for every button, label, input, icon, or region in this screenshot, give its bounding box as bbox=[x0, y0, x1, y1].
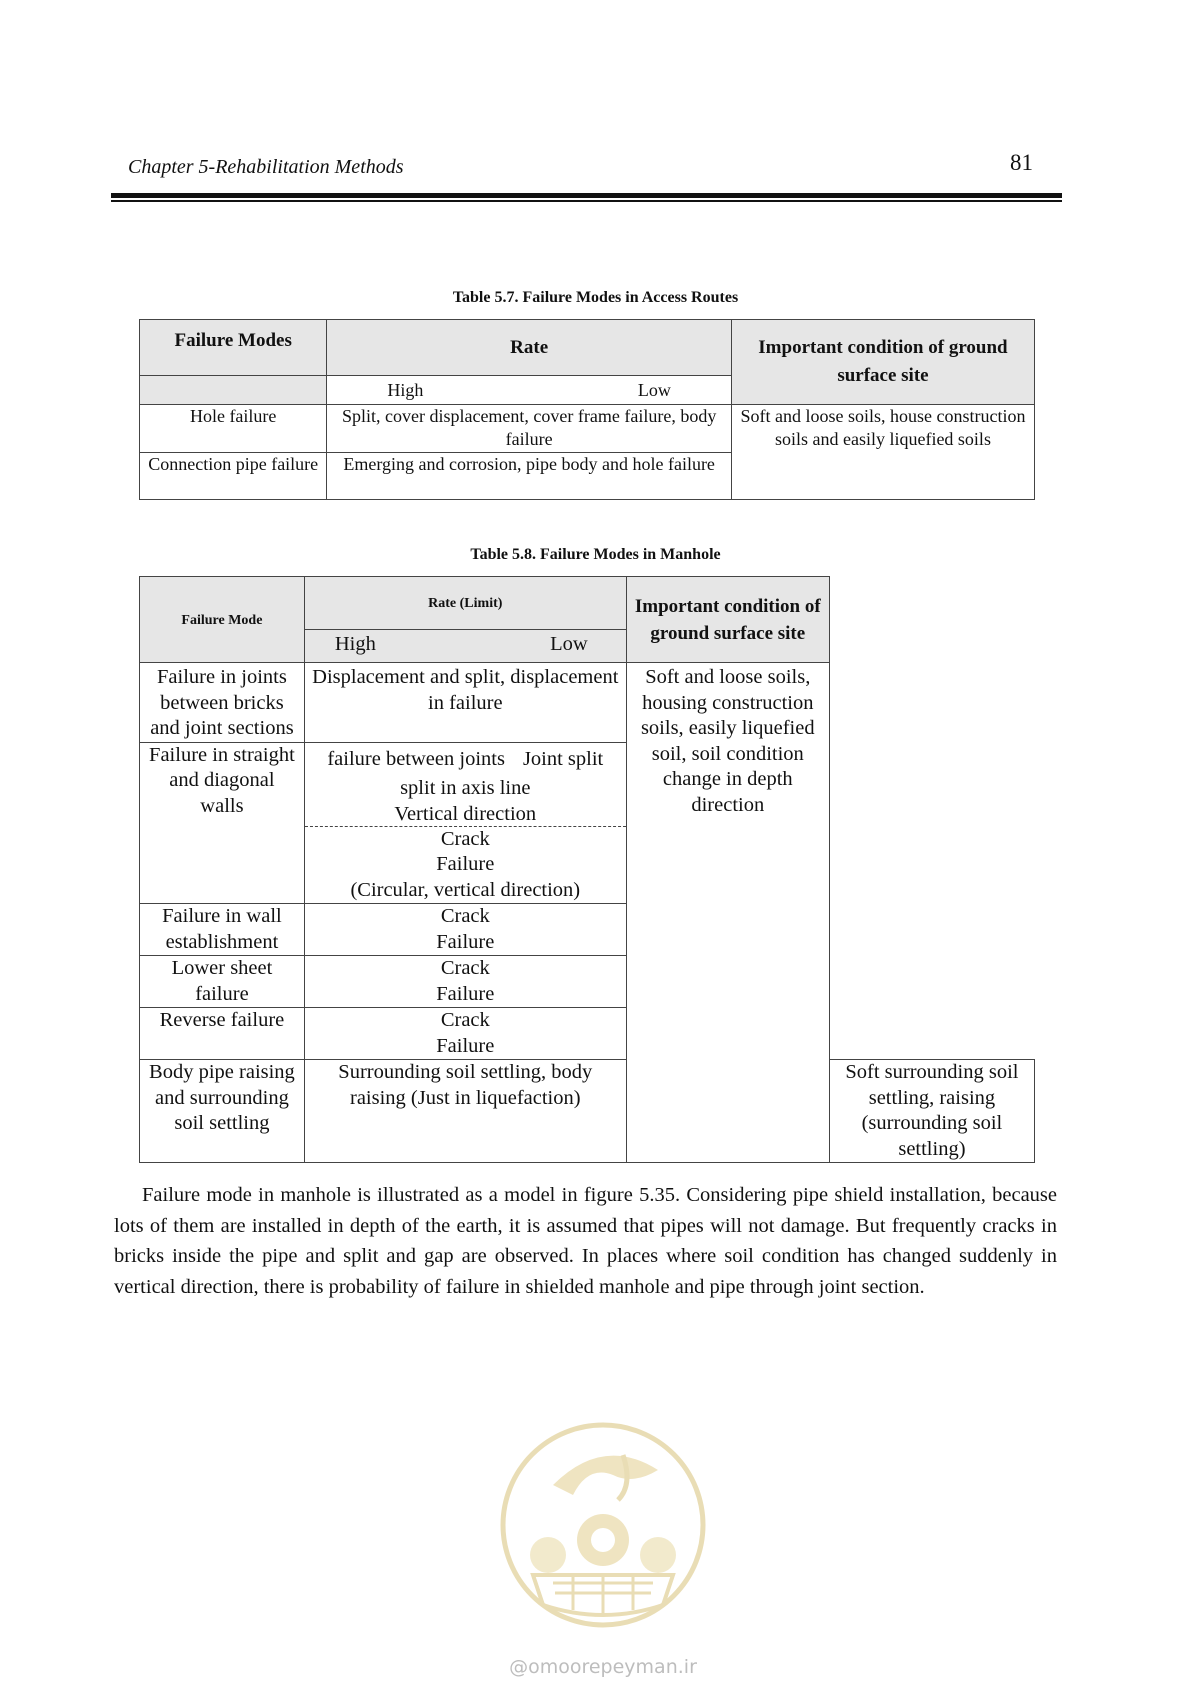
row-mode: Body pipe raising and surrounding soil settling bbox=[140, 1060, 305, 1163]
rate-high-label: High bbox=[334, 633, 376, 655]
rate-text: Vertical direction bbox=[394, 802, 537, 825]
table-5-7-caption: Table 5.7. Failure Modes in Access Routes bbox=[452, 289, 739, 306]
chapter-title: Chapter 5-Rehabilitation Methods bbox=[128, 156, 404, 178]
rate-low-label: Low bbox=[637, 380, 671, 400]
page-number: 81 bbox=[1010, 150, 1033, 175]
body-paragraph bbox=[114, 1180, 1057, 1302]
paragraph-text: Failure mode in manhole is illustrated as a model in figure 5.35. Considering pipe shield installation, because lots of them are installed in depth of the earth, it is assumed that pipes will not damage. But frequently cracks in bricks inside the pipe and split and gap are observed. In places where soil condition has changed suddenly in vertical direction, there is probability of failure in shielded manhole and pipe through joint section. bbox=[114, 1184, 1057, 1298]
header-failure-mode bbox=[140, 577, 305, 663]
row-rate bbox=[304, 1008, 626, 1060]
row-mode: Lower sheet failure bbox=[140, 956, 305, 1008]
rate-sub-block bbox=[305, 826, 626, 904]
row-mode: Failure in wall establishment bbox=[140, 904, 305, 956]
rate-text: Crack bbox=[440, 827, 490, 850]
rate-text: Failure bbox=[436, 853, 495, 875]
header-rate: Rate bbox=[327, 320, 732, 376]
table-5-8-caption: Table 5.8. Failure Modes in Manhole bbox=[470, 546, 721, 563]
row-mode: Hole failure bbox=[140, 405, 327, 453]
row-mode: Failure in straight and diagonal walls bbox=[140, 742, 305, 904]
rate-text: (Circular, vertical direction) bbox=[350, 878, 581, 901]
header-rate-scale bbox=[304, 630, 626, 663]
row-rate: Surrounding soil settling, body raising (Just in liquefaction) bbox=[304, 1060, 626, 1163]
row-rate bbox=[304, 956, 626, 1008]
rate-text: Crack bbox=[440, 905, 490, 927]
condition-cell: Soft surrounding soil settling, raising (surrounding soil settling) bbox=[829, 1060, 1034, 1163]
header-failure-mode-label: Failure Mode bbox=[181, 612, 263, 628]
rate-text: Crack bbox=[440, 957, 490, 979]
rate-text: Failure bbox=[436, 982, 495, 1005]
rate-text: Failure bbox=[436, 1034, 495, 1057]
header-condition: Important condition of ground surface site bbox=[731, 320, 1034, 405]
rate-text: failure between joints bbox=[327, 747, 505, 770]
row-rate: Displacement and split, displacement in failure bbox=[304, 663, 626, 743]
rate-text: Joint split bbox=[522, 747, 604, 770]
table-5-8 bbox=[139, 576, 1035, 1163]
header-rule-thick bbox=[111, 193, 1062, 198]
condition-cell: Soft and loose soils, housing construction soils, easily liquefied soil, soil condition change in depth direction bbox=[626, 663, 829, 1163]
row-rate: Split, cover displacement, cover frame failure, body failure bbox=[327, 405, 732, 453]
rate-text: split in axis line bbox=[400, 777, 531, 799]
omoorepeyman-logo-seal bbox=[493, 1415, 713, 1635]
row-rate: Emerging and corrosion, pipe body and hole failure bbox=[327, 453, 732, 500]
header-rule-thin bbox=[111, 200, 1062, 202]
header-failure-modes: Failure Modes bbox=[140, 320, 327, 376]
condition-cell: Soft and loose soils, house construction soils and easily liquefied soils bbox=[731, 405, 1034, 500]
header-condition: Important condition of ground surface site bbox=[626, 577, 829, 663]
rate-text: Crack bbox=[440, 1009, 490, 1031]
header-rate-limit bbox=[304, 577, 626, 630]
rate-high-label: High bbox=[387, 380, 424, 400]
header-failure-modes-lower bbox=[140, 376, 327, 405]
watermark-text: @omoorepeyman.ir bbox=[509, 1656, 697, 1678]
header-rate-scale bbox=[327, 376, 732, 405]
rate-low-label: Low bbox=[550, 633, 588, 655]
table-5-7 bbox=[139, 319, 1035, 500]
row-rate-walls bbox=[304, 742, 626, 904]
row-mode: Reverse failure bbox=[140, 1008, 305, 1060]
row-mode: Connection pipe failure bbox=[140, 453, 327, 500]
row-mode: Failure in joints between bricks and joint sections bbox=[140, 663, 305, 743]
rate-text: Failure bbox=[436, 930, 495, 953]
header-rate-limit-label: Rate (Limit) bbox=[428, 596, 503, 612]
row-rate bbox=[304, 904, 626, 956]
